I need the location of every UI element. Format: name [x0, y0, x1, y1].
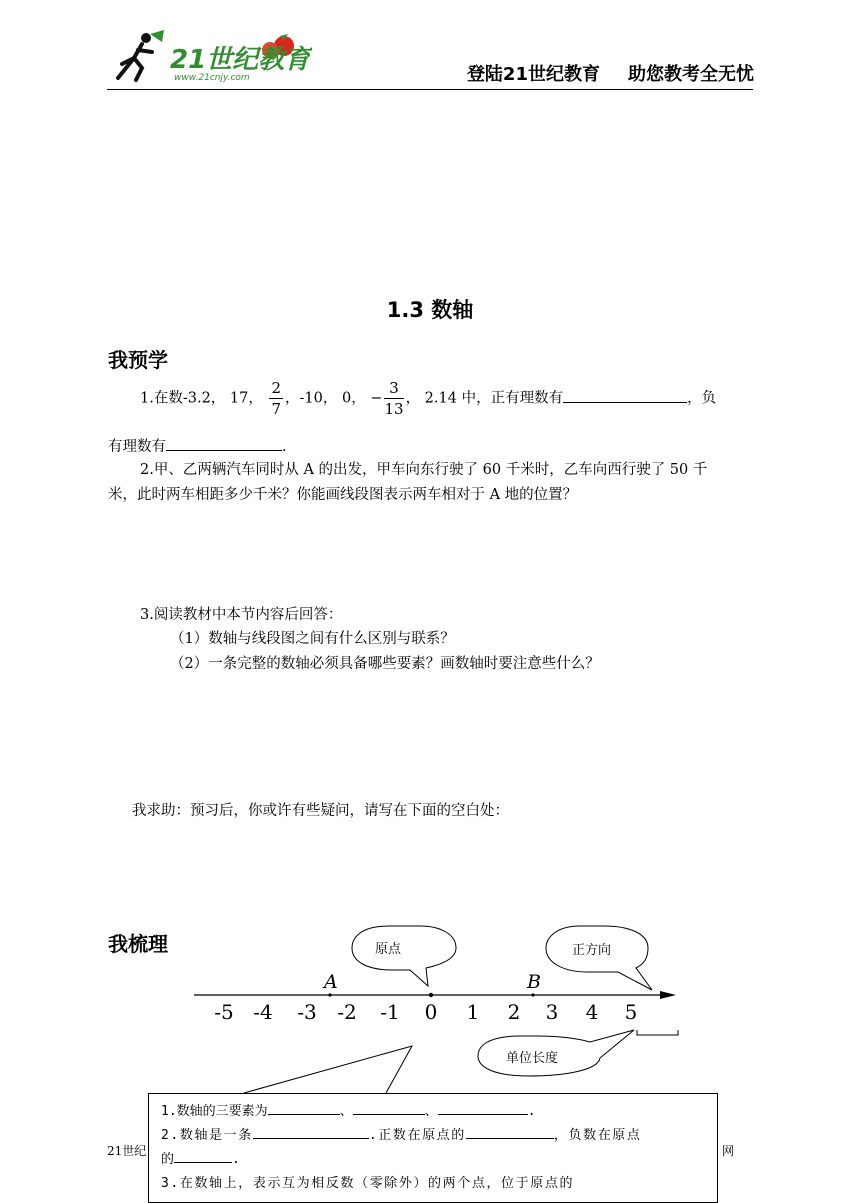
summary-text: 3.在数轴上，表示互为相反数（零除外）的两个点，位于原点的: [161, 1176, 575, 1191]
blank-positive-side[interactable]: [466, 1124, 554, 1139]
fraction-numerator: 3: [384, 380, 403, 399]
fraction-denominator: 7: [271, 399, 282, 418]
unit-length-bracket: [637, 1030, 678, 1035]
blank-line-type[interactable]: [253, 1124, 369, 1139]
q1-line2-text: 有理数有: [108, 439, 166, 455]
summary-text: 2.数轴是一条: [161, 1128, 253, 1143]
summary-text: .正数在原点的: [368, 1128, 466, 1143]
question-3-sub-2: （2）一条完整的数轴必须具备哪些要素？画数轴时要注意些什么？: [170, 656, 600, 672]
page-title: 1.3 数轴: [386, 298, 474, 322]
logo-text: 21世纪教育: [170, 45, 311, 75]
help-prompt: 我求助：预习后，你或许有些疑问，请写在下面的空白处：: [132, 803, 509, 819]
q1-mid: ，-10， 0， −: [285, 390, 383, 407]
tick-label: -5: [214, 1000, 234, 1024]
blank-element-3[interactable]: [438, 1100, 528, 1115]
summary-text: 的: [161, 1152, 175, 1167]
summary-text: 1.数轴的三要素为: [161, 1104, 268, 1119]
summary-text: .: [232, 1152, 240, 1167]
blank-element-2[interactable]: [353, 1100, 425, 1115]
bubble-unit-label: 单位长度: [506, 1051, 559, 1066]
section-title-organize: 我梳理: [108, 932, 168, 956]
section-title-preview: 我预学: [108, 348, 168, 372]
point-b-label: B: [527, 971, 541, 993]
tick-label: 2: [507, 1000, 521, 1024]
q1-tail: ，负: [687, 390, 717, 407]
bubble-unit-length: [478, 1030, 634, 1076]
logo-url-text: www.21cnjy.com: [174, 73, 250, 83]
arrow-right-icon: [660, 991, 676, 999]
summary-callout-pointer: [244, 1046, 412, 1093]
summary-text: 、: [339, 1104, 353, 1119]
footer-right-text: 网: [722, 1144, 735, 1158]
tick-label: 4: [585, 1000, 599, 1024]
tick-label: -3: [297, 1000, 317, 1024]
point-a-dot: [328, 993, 331, 996]
q1-end: .: [282, 439, 287, 455]
summary-line-4: [161, 1172, 707, 1196]
tick-label: 5: [624, 1000, 638, 1024]
summary-text: 、: [424, 1104, 438, 1119]
summary-text: ，负数在原点: [553, 1128, 642, 1143]
question-2-line-2: 米，此时两车相距多少千米？你能画线段图表示两车相对于 A 地的位置？: [108, 487, 578, 503]
question-3-sub-1: （1）数轴与线段图之间有什么区别与联系？: [170, 631, 455, 647]
blank-negative-side[interactable]: [174, 1148, 232, 1163]
tick-label: -4: [253, 1000, 273, 1024]
tick-label: -2: [337, 1000, 357, 1024]
bubble-origin-label: 原点: [375, 942, 402, 957]
footer-left-text: 21世纪: [107, 1144, 147, 1158]
slogan-left: 登陆21世纪教育: [466, 64, 600, 85]
point-a-label: A: [324, 971, 338, 993]
summary-line-2: [161, 1124, 707, 1148]
summary-line-3: [161, 1148, 707, 1172]
question-3-title: 3.阅读教材中本节内容后回答：: [140, 607, 343, 623]
fraction-numerator: 2: [271, 379, 282, 397]
origin-dot: [429, 993, 433, 997]
summary-line-1: [161, 1100, 707, 1124]
bubble-origin: [352, 926, 456, 986]
summary-text: .: [527, 1104, 536, 1119]
bubble-positive: [546, 926, 652, 990]
question-2-line-1: 2.甲、乙两辆汽车同时从 A 的出发，甲车向东行驶了 60 千米时，乙车向西行驶了 50 千: [140, 462, 708, 478]
tick-label: 1: [466, 1000, 480, 1024]
slogan-right: 助您教考全无忧: [628, 64, 754, 85]
summary-box: [148, 1093, 718, 1203]
point-b-dot: [531, 993, 534, 996]
q1-after: ， 2.14 中，正有理数有: [405, 390, 564, 407]
blank-element-1[interactable]: [268, 1100, 340, 1115]
tick-label: -1: [380, 1000, 400, 1024]
tick-label: 0: [424, 1000, 438, 1024]
q1-prefix: 1.在数-3.2， 17，: [140, 390, 263, 407]
number-line-ticks: [214, 1000, 637, 1024]
bubble-positive-label: 正方向: [572, 943, 612, 958]
fraction-denominator: 13: [384, 399, 404, 418]
tick-label: 3: [545, 1000, 559, 1024]
